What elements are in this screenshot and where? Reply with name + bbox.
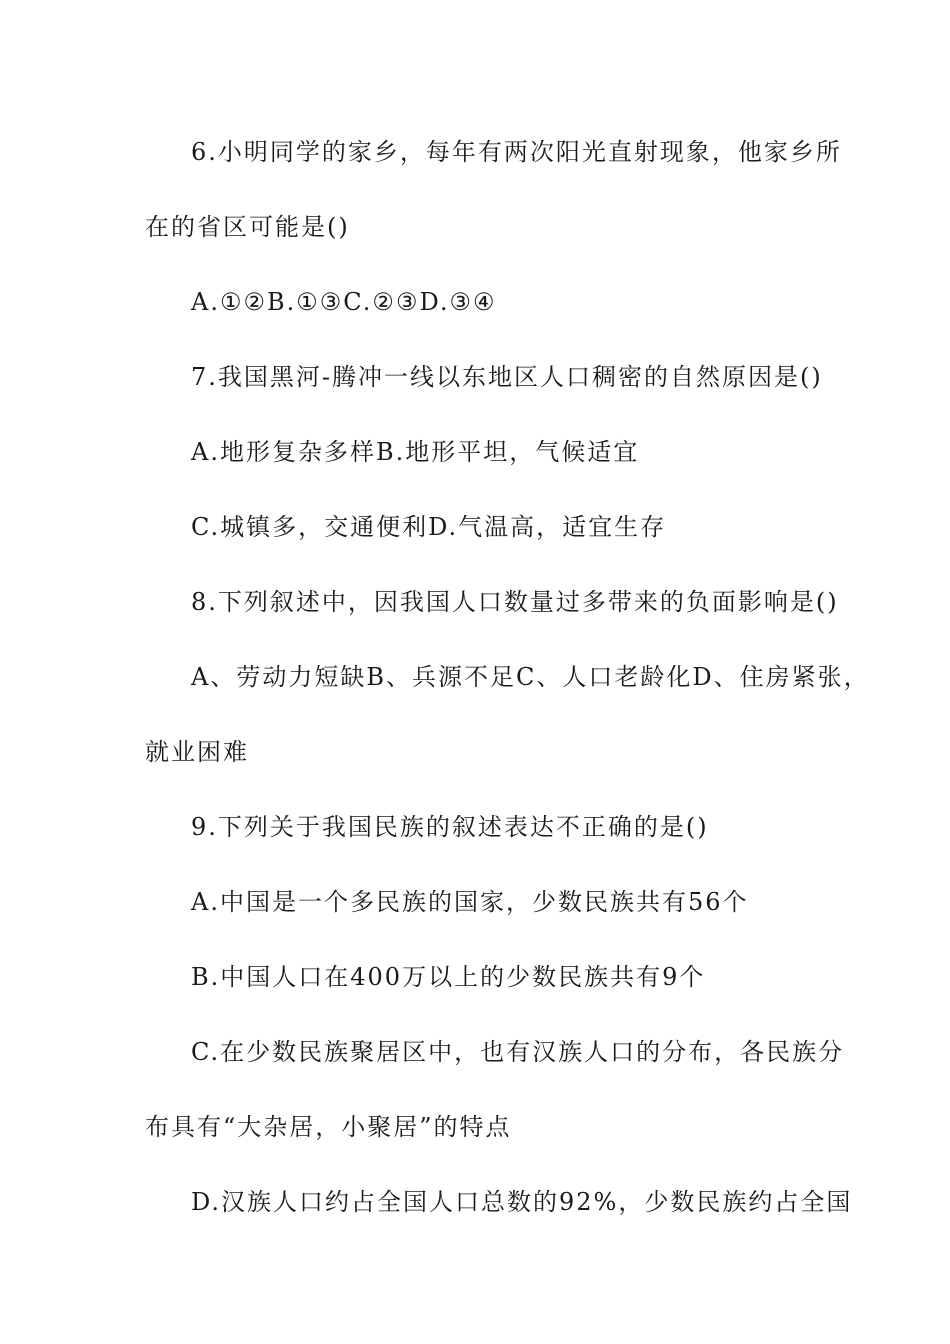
question-9-option-a: A.中国是一个多民族的国家，少数民族共有56个 bbox=[191, 888, 749, 916]
question-7-options-ab: A.地形复杂多样B.地形平坦，气候适宜 bbox=[191, 438, 640, 466]
question-7-stem: 7.我国黑河-腾冲一线以东地区人口稠密的自然原因是() bbox=[191, 363, 823, 391]
question-6-options: A.①②B.①③C.②③D.③④ bbox=[191, 288, 497, 316]
question-7-options-cd: C.城镇多，交通便利D.气温高，适宜生存 bbox=[191, 513, 667, 541]
question-8-options-line-1: A、劳动力短缺B、兵源不足C、人口老龄化D、住房紧张， bbox=[191, 663, 870, 691]
question-9-option-c-line-2: 布具有“大杂居，小聚居”的特点 bbox=[145, 1113, 512, 1141]
question-9-option-b: B.中国人口在400万以上的少数民族共有9个 bbox=[191, 963, 706, 991]
question-8-options-line-2: 就业困难 bbox=[145, 738, 249, 766]
question-9-option-c-line-1: C.在少数民族聚居区中，也有汉族人口的分布，各民族分 bbox=[191, 1038, 845, 1066]
question-8-stem: 8.下列叙述中，因我国人口数量过多带来的负面影响是() bbox=[191, 588, 839, 616]
question-9-stem: 9.下列关于我国民族的叙述表达不正确的是() bbox=[191, 813, 709, 841]
question-9-option-d: D.汉族人口约占全国人口总数的92%，少数民族约占全国 bbox=[191, 1188, 853, 1216]
question-6-stem-line-1: 6.小明同学的家乡，每年有两次阳光直射现象，他家乡所 bbox=[191, 138, 842, 166]
question-6-stem-line-2: 在的省区可能是() bbox=[145, 213, 350, 241]
